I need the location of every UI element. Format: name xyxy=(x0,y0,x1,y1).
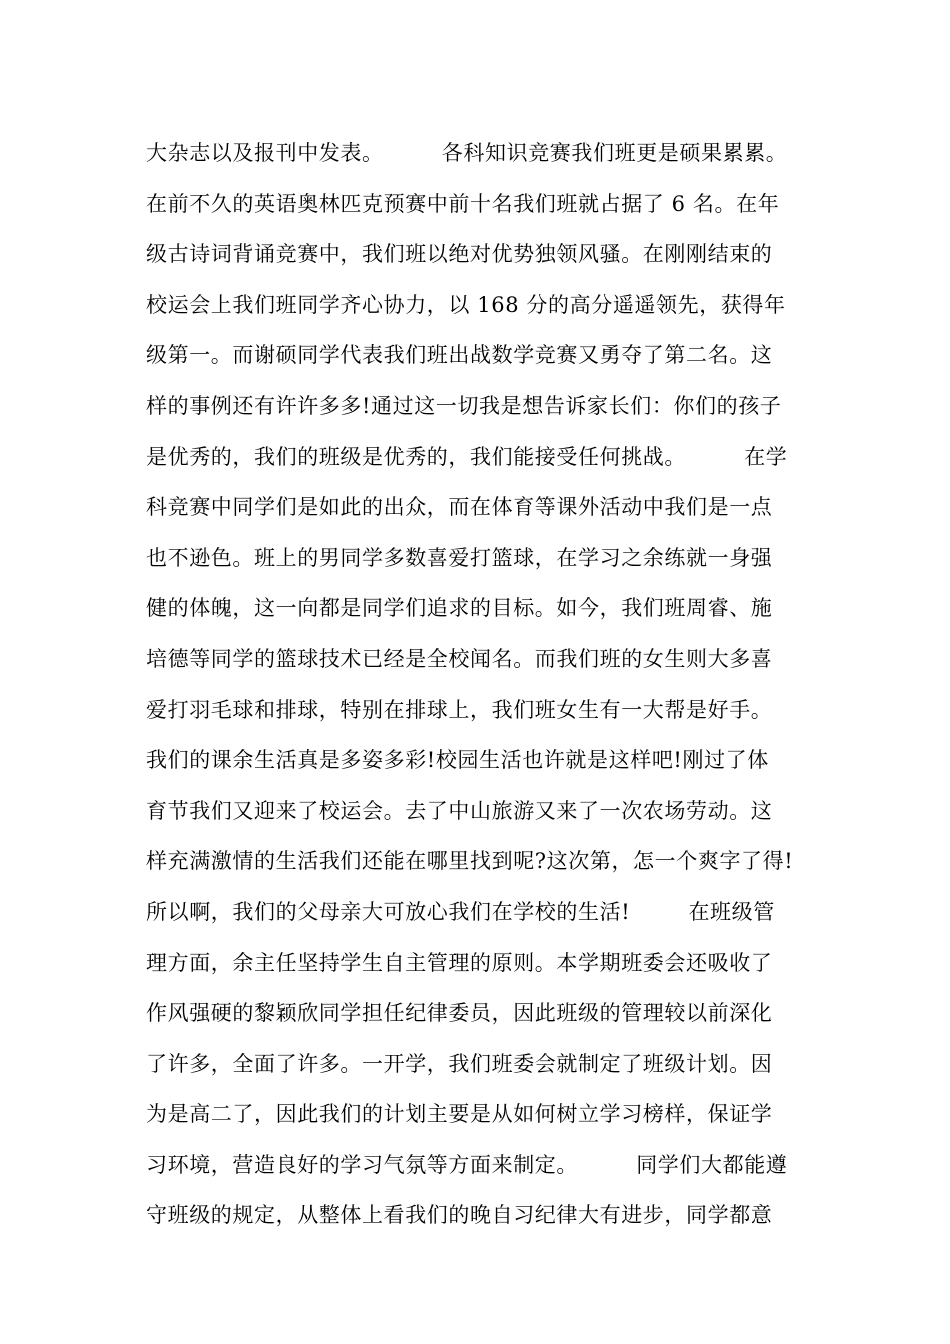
text-line: 育节我们又迎来了校运会。去了中山旅游又来了一次农场劳动。这 xyxy=(146,798,773,823)
text-line: 科竞赛中同学们是如此的出众，而在体育等课外活动中我们是一点 xyxy=(146,495,773,520)
text-line: 级古诗词背诵竞赛中，我们班以绝对优势独领风骚。在刚刚结束的 xyxy=(146,242,773,267)
text-line: 习环境，营造良好的学习气氛等方面来制定。 同学们大都能遵 xyxy=(146,1152,788,1177)
text-line: 是优秀的，我们的班级是优秀的，我们能接受任何挑战。 在学 xyxy=(146,444,788,469)
text-line: 培德等同学的篮球技术已经是全校闻名。而我们班的女生则大多喜 xyxy=(146,646,773,671)
text-line: 为是高二了，因此我们的计划主要是从如何树立学习榜样，保证学 xyxy=(146,1102,773,1127)
text-line: 我们的课余生活真是多姿多彩!校园生活也许就是这样吧!刚过了体 xyxy=(146,748,769,773)
text-line: 爱打羽毛球和排球，特别在排球上，我们班女生有一大帮是好手。 xyxy=(146,697,773,722)
text-line: 级第一。而谢硕同学代表我们班出战数学竞赛又勇夺了第二名。这 xyxy=(146,343,773,368)
text-line: 了许多，全面了许多。一开学，我们班委会就制定了班级计划。因 xyxy=(146,1051,773,1076)
body-text xyxy=(146,128,826,1241)
text-line: 守班级的规定，从整体上看我们的晚自习纪律大有进步，同学都意 xyxy=(146,1203,773,1228)
text-line: 也不逊色。班上的男同学多数喜爱打篮球，在学习之余练就一身强 xyxy=(146,545,773,570)
text-line: 作风强硬的黎颖欣同学担任纪律委员，因此班级的管理较以前深化 xyxy=(146,1001,773,1026)
text-line: 健的体魄，这一向都是同学们追求的目标。如今，我们班周睿、施 xyxy=(146,596,773,621)
text-line: 大杂志以及报刊中发表。 各科知识竞赛我们班更是硕果累累。 xyxy=(146,141,788,165)
text-line: 校运会上我们班同学齐心协力，以 168 分的高分遥遥领先，获得年 xyxy=(146,292,786,317)
text-line: 样的事例还有许许多多!通过这一切我是想告诉家长们：你们的孩子 xyxy=(146,393,782,418)
text-line: 样充满激情的生活我们还能在哪里找到呢?这次第，怎一个爽字了得! xyxy=(146,849,794,874)
text-line: 理方面，余主任坚持学生自主管理的原则。本学期班委会还吸收了 xyxy=(146,950,773,975)
text-line: 所以啊，我们的父母亲大可放心我们在学校的生活! 在班级管 xyxy=(146,899,775,924)
text-line: 在前不久的英语奥林匹克预赛中前十名我们班就占据了 6 名。在年 xyxy=(146,191,780,216)
